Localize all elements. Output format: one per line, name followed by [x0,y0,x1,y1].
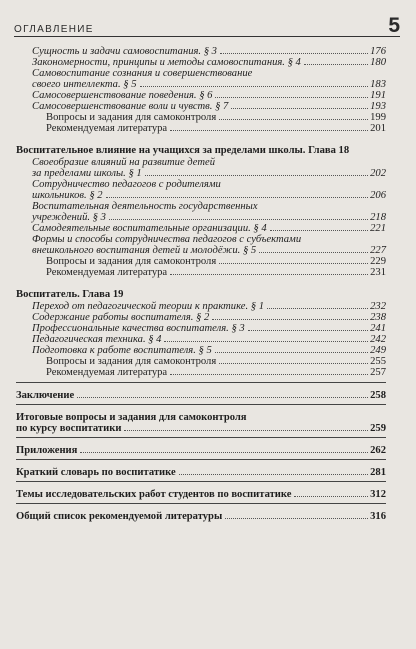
section-rule [16,481,386,482]
toc-entry-line [32,57,386,68]
entry-title-text: Закономерности, принципы и методы самовоспитания. § 4 [32,57,301,68]
chapter-heading [16,289,386,300]
entry-title-text: Вопросы и задания для самоконтроля [46,112,217,123]
toc-entry [16,390,386,401]
toc-entry-line [16,412,386,423]
entry-title-text: Рекомендуемая литература [46,367,168,378]
entry-title-text: Содержание работы воспитателя. § 2 [32,312,210,323]
dot-leader [145,175,368,176]
entry-page-number: 218 [370,212,386,223]
entry-title-text: Краткий словарь по воспитатике [16,467,176,478]
entry-title-text: Сотрудничество педагогов с родителями [32,179,221,190]
entry-page-number: 262 [370,445,386,456]
entry-page-number: 227 [370,245,386,256]
entry-page-number: 258 [370,390,386,401]
toc-entry-line [32,101,386,112]
toc-entry-line [32,334,386,345]
entry-title-text: Профессиональные качества воспитателя. § 3 [32,323,245,334]
entry-title-text: Рекомендуемая литература [46,123,168,134]
entry-title-text: Сущность и задачи самовоспитания. § 3 [32,46,217,57]
dot-leader [267,308,368,309]
toc-entry [32,334,386,345]
entry-page-number: 281 [370,467,386,478]
dot-leader [124,430,368,431]
dot-leader [164,341,368,342]
toc-entry [32,57,386,68]
entry-title-text: Общий список рекомендуемой литературы [16,511,223,522]
entry-page-number: 206 [370,190,386,201]
toc-entry [16,511,386,522]
section-rule [16,437,386,438]
chapter-title: Воспитатель. Глава 19 [16,289,124,300]
toc-entry [46,267,386,278]
toc-entry [32,345,386,356]
entry-title-text: Итоговые вопросы и задания для самоконтроля [16,412,247,423]
toc-entry [16,489,386,500]
entry-page-number: 232 [370,301,386,312]
entry-page-number: 241 [370,323,386,334]
toc-entry-line [16,489,386,500]
toc-entry [32,223,386,234]
toc-entry-line [32,301,386,312]
entry-page-number: 201 [370,123,386,134]
entry-page-number: 249 [370,345,386,356]
dot-leader [219,119,368,120]
toc-entry-line [32,168,386,179]
section-rule [16,459,386,460]
toc-chapter-18 [16,157,386,278]
entry-title-text: Самосовершенствование воли и чувств. § 7 [32,101,229,112]
toc-entry-line [32,46,386,57]
header-rule [14,36,400,37]
entry-title-text: учреждений. § 3 [32,212,106,223]
toc-entry-line [16,467,386,478]
entry-page-number: 238 [370,312,386,323]
dot-leader [80,452,368,453]
toc-chapter-19 [16,301,386,378]
dot-leader [170,130,368,131]
toc-entry [16,412,386,434]
entry-page-number: 202 [370,168,386,179]
toc-entry-line [32,157,386,168]
toc-entry-line [32,179,386,190]
dot-leader [231,108,368,109]
entry-page-number: 193 [370,101,386,112]
dot-leader [215,97,368,98]
dot-leader [259,252,368,253]
entry-title-text: за пределами школы. § 1 [32,168,142,179]
dot-leader [109,219,368,220]
toc-entry-line [16,390,386,401]
entry-title-text: Переход от педагогической теории к практике. § 1 [32,301,265,312]
dot-leader [270,230,368,231]
chapter-title: Воспитательное влияние на учащихся за пределами школы. Глава 18 [16,145,350,156]
entry-title-text: Педагогическая техника. § 4 [32,334,162,345]
toc-entry [46,356,386,367]
toc-entry-line [32,345,386,356]
dot-leader [248,330,368,331]
entry-title-text: Воспитательная деятельность государственных [32,201,258,212]
toc-entry [16,445,386,456]
toc-entry-line [32,234,386,245]
toc-entry-line [32,68,386,79]
toc-entry [32,157,386,179]
entry-title-text: Формы и способы сотрудничества педагогов с субъектами [32,234,302,245]
toc-entry [46,367,386,378]
toc-entry [32,323,386,334]
toc-entry-line [16,423,386,434]
toc-entry [46,112,386,123]
entry-title-text: Своеобразие влияний на развитие детей [32,157,216,168]
dot-leader [77,397,368,398]
entry-page-number: 231 [370,267,386,278]
dot-leader [219,363,368,364]
toc-entry [46,123,386,134]
entry-title-text: Вопросы и задания для самоконтроля [46,256,217,267]
toc-entry-line [32,245,386,256]
entry-page-number: 259 [370,423,386,434]
dot-leader [170,274,368,275]
toc-entry [32,301,386,312]
entry-page-number: 199 [370,112,386,123]
toc-entry-line [32,212,386,223]
toc-entry [32,101,386,112]
dot-leader [219,263,368,264]
section-rule [16,404,386,405]
dot-leader [294,496,368,497]
entry-title-text: по курсу воспитатики [16,423,122,434]
entry-page-number: 221 [370,223,386,234]
entry-title-text: внешкольного воспитания детей и молодёжи. § 5 [32,245,257,256]
entry-title-text: школьников. § 2 [32,190,103,201]
toc-entry [32,201,386,223]
dot-leader [170,374,368,375]
entry-title-text: Заключение [16,390,75,401]
table-of-contents [16,46,386,522]
entry-title-text: Рекомендуемая литература [46,267,168,278]
toc-entry-line [32,190,386,201]
dot-leader [179,474,368,475]
entry-page-number: 191 [370,90,386,101]
toc-entry [32,90,386,101]
dot-leader [220,53,368,54]
dot-leader [215,352,368,353]
entry-title-text: Темы исследовательских работ студентов по воспитатике [16,489,292,500]
toc-entry-line [16,445,386,456]
toc-entry-line [16,511,386,522]
toc-entry [32,234,386,256]
dot-leader [140,86,369,87]
toc-entry [32,68,386,90]
entry-title-text: Самосовершенствование поведения. § 6 [32,90,213,101]
page-number: 5 [388,14,400,37]
toc-final-sections [16,382,386,522]
toc-block-self-education [16,46,386,134]
entry-title-text: своего интеллекта. § 5 [32,79,137,90]
toc-entry [32,179,386,201]
entry-title-text: Самовоспитание сознания и совершенствование [32,68,253,79]
section-rule [16,503,386,504]
entry-page-number: 255 [370,356,386,367]
dot-leader [212,319,368,320]
toc-entry-line [32,201,386,212]
entry-title-text: Самодеятельные воспитательные организации. § 4 [32,223,267,234]
toc-entry [16,467,386,478]
toc-entry [46,256,386,267]
toc-entry-line [32,79,386,90]
entry-page-number: 176 [370,46,386,57]
dot-leader [225,518,368,519]
toc-entry [32,312,386,323]
entry-page-number: 242 [370,334,386,345]
toc-entry-line [32,312,386,323]
entry-title-text: Приложения [16,445,78,456]
entry-title-text: Вопросы и задания для самоконтроля [46,356,217,367]
running-title: ОГЛАВЛЕНИЕ [14,24,94,35]
dot-leader [304,64,368,65]
entry-page-number: 229 [370,256,386,267]
entry-page-number: 312 [370,489,386,500]
toc-entry-line [32,90,386,101]
entry-title-text: Подготовка к работе воспитателя. § 5 [32,345,212,356]
dot-leader [106,197,369,198]
entry-page-number: 180 [370,57,386,68]
chapter-heading [16,145,386,156]
entry-page-number: 257 [370,367,386,378]
toc-entry-line [32,223,386,234]
toc-entry [32,46,386,57]
toc-entry-line [32,323,386,334]
entry-page-number: 316 [370,511,386,522]
entry-page-number: 183 [370,79,386,90]
section-rule [16,382,386,383]
